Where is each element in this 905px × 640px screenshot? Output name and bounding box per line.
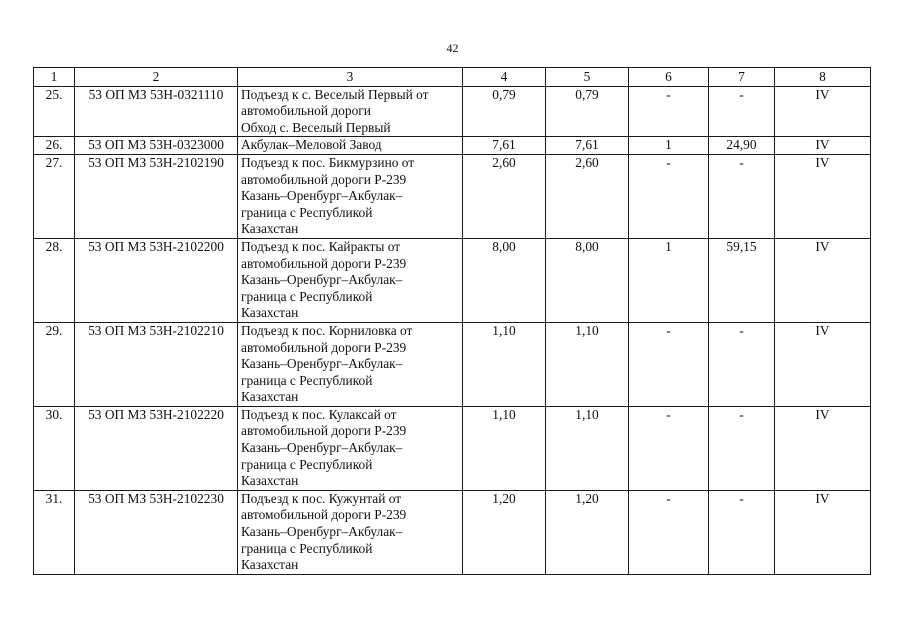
road-code: 53 ОП МЗ 53Н-2102190 [75, 154, 238, 238]
road-name-line: Казань–Оренбург–Акбулак– [241, 524, 403, 540]
table-row [34, 238, 871, 322]
road-name-line: Подъезд к пос. Бикмурзино от [241, 154, 415, 170]
table-row [34, 137, 871, 155]
table-row [34, 406, 871, 490]
column-header: 4 [463, 68, 546, 87]
value-col-7: - [709, 322, 775, 406]
road-name-line: Казахстан [241, 473, 299, 489]
value-col-5: 1,10 [546, 322, 629, 406]
category-col-8: IV [775, 490, 871, 574]
column-header: 5 [546, 68, 629, 87]
road-code: 53 ОП МЗ 53Н-2102230 [75, 490, 238, 574]
table-row [34, 490, 871, 574]
road-code: 53 ОП МЗ 53Н-2102210 [75, 322, 238, 406]
row-number: 26. [34, 137, 75, 155]
value-col-6: - [629, 86, 709, 137]
row-number: 28. [34, 238, 75, 322]
column-header: 3 [238, 68, 463, 87]
road-name-line: Подъезд к пос. Корниловка от [241, 322, 413, 338]
road-name-line: Казань–Оренбург–Акбулак– [241, 356, 403, 372]
road-name [238, 406, 463, 490]
road-name-line: автомобильной дороги Р-239 [241, 423, 407, 439]
value-col-7: - [709, 86, 775, 137]
road-name [238, 490, 463, 574]
header-row [34, 68, 871, 87]
road-name-line: Казахстан [241, 221, 299, 237]
value-col-7: 24,90 [709, 137, 775, 155]
category-col-8: IV [775, 406, 871, 490]
road-name-line: граница с Республикой [241, 204, 373, 220]
value-col-6: 1 [629, 238, 709, 322]
value-col-5: 1,20 [546, 490, 629, 574]
value-col-6: - [629, 322, 709, 406]
category-col-8: IV [775, 238, 871, 322]
road-name-line: Подъезд к пос. Кайракты от [241, 238, 401, 254]
road-name [238, 238, 463, 322]
road-name-line: Обход с. Веселый Первый [241, 119, 391, 135]
road-name-line: автомобильной дороги [241, 103, 371, 119]
category-col-8: IV [775, 137, 871, 155]
road-name [238, 86, 463, 137]
value-col-5: 8,00 [546, 238, 629, 322]
road-name [238, 322, 463, 406]
value-col-6: 1 [629, 137, 709, 155]
table-body [34, 68, 871, 575]
column-header: 6 [629, 68, 709, 87]
roads-table [33, 67, 871, 575]
page-number: 42 [446, 41, 459, 55]
value-col-5: 7,61 [546, 137, 629, 155]
road-name-line: Подъезд к с. Веселый Первый от [241, 86, 429, 102]
road-name [238, 154, 463, 238]
road-name-line: автомобильной дороги Р-239 [241, 507, 407, 523]
road-code: 53 ОП МЗ 53Н-2102220 [75, 406, 238, 490]
road-code: 53 ОП МЗ 53Н-0321110 [75, 86, 238, 137]
value-col-5: 0,79 [546, 86, 629, 137]
road-name-line: граница с Республикой [241, 372, 373, 388]
road-name-line: Акбулак–Меловой Завод [241, 137, 382, 153]
road-name-line: автомобильной дороги Р-239 [241, 171, 407, 187]
row-number: 31. [34, 490, 75, 574]
column-header: 7 [709, 68, 775, 87]
value-col-7: 59,15 [709, 238, 775, 322]
value-col-7: - [709, 154, 775, 238]
value-col-4: 2,60 [463, 154, 546, 238]
column-header: 2 [75, 68, 238, 87]
road-name-line: Казахстан [241, 389, 299, 405]
value-col-7: - [709, 490, 775, 574]
row-number: 25. [34, 86, 75, 137]
road-name-line: Подъезд к пос. Кулаксай от [241, 406, 397, 422]
value-col-6: - [629, 490, 709, 574]
road-name-line: граница с Республикой [241, 456, 373, 472]
road-code: 53 ОП МЗ 53Н-2102200 [75, 238, 238, 322]
table-row [34, 154, 871, 238]
value-col-4: 7,61 [463, 137, 546, 155]
table-row [34, 322, 871, 406]
road-name-line: граница с Республикой [241, 288, 373, 304]
road-code: 53 ОП МЗ 53Н-0323000 [75, 137, 238, 155]
table-row [34, 86, 871, 137]
category-col-8: IV [775, 86, 871, 137]
value-col-7: - [709, 406, 775, 490]
value-col-6: - [629, 406, 709, 490]
road-name-line: автомобильной дороги Р-239 [241, 339, 407, 355]
value-col-4: 1,10 [463, 322, 546, 406]
road-name-line: Казахстан [241, 305, 299, 321]
value-col-4: 8,00 [463, 238, 546, 322]
road-name [238, 137, 463, 155]
road-name-line: Казань–Оренбург–Акбулак– [241, 440, 403, 456]
category-col-8: IV [775, 322, 871, 406]
category-col-8: IV [775, 154, 871, 238]
road-name-line: Казахстан [241, 557, 299, 573]
value-col-5: 2,60 [546, 154, 629, 238]
road-name-line: Казань–Оренбург–Акбулак– [241, 272, 403, 288]
column-header: 1 [34, 68, 75, 87]
value-col-4: 0,79 [463, 86, 546, 137]
road-name-line: Подъезд к пос. Кужунтай от [241, 490, 402, 506]
row-number: 30. [34, 406, 75, 490]
column-header: 8 [775, 68, 871, 87]
value-col-6: - [629, 154, 709, 238]
value-col-5: 1,10 [546, 406, 629, 490]
row-number: 29. [34, 322, 75, 406]
road-name-line: автомобильной дороги Р-239 [241, 255, 407, 271]
road-name-line: Казань–Оренбург–Акбулак– [241, 188, 403, 204]
value-col-4: 1,10 [463, 406, 546, 490]
row-number: 27. [34, 154, 75, 238]
value-col-4: 1,20 [463, 490, 546, 574]
road-name-line: граница с Республикой [241, 540, 373, 556]
